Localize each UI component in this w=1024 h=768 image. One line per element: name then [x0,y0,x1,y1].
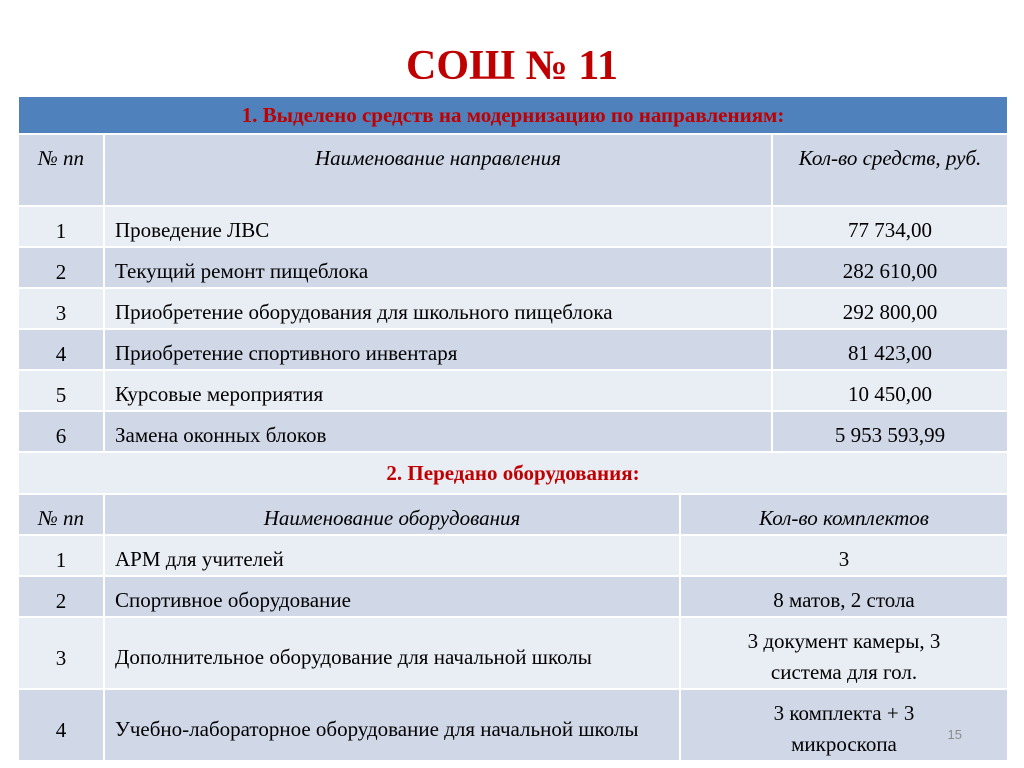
row-number: 4 [18,329,104,370]
equipment-name: Спортивное оборудование [104,576,680,617]
section2-heading-row [18,452,1008,494]
table-row [18,247,1008,288]
section2-col-name-header: Наименование оборудования [104,494,680,535]
row-number: 3 [18,617,104,689]
section1-col-no-header: № пп [18,134,104,206]
slide-title: СОШ № 11 [405,43,618,89]
page-number: 15 [947,727,962,742]
equipment-count: 3 комплекта + 3 микроскопа [680,689,1008,761]
row-number: 1 [18,535,104,576]
data-table [17,95,1009,762]
direction-name: Приобретение спортивного инвентаря [104,329,772,370]
table-row [18,288,1008,329]
equipment-name: Учебно-лабораторное оборудование для начальной школы [104,689,680,761]
equipment-name: Дополнительное оборудование для начальной школы [104,617,680,689]
direction-name: Проведение ЛВС [104,206,772,247]
amount-value: 292 800,00 [772,288,1008,329]
section2-col-no-header: № пп [18,494,104,535]
table-row [18,411,1008,452]
amount-value: 282 610,00 [772,247,1008,288]
amount-value: 10 450,00 [772,370,1008,411]
table-row [18,689,1008,761]
row-number: 2 [18,247,104,288]
equipment-name: АРМ для учителей [104,535,680,576]
direction-name: Курсовые мероприятия [104,370,772,411]
amount-value: 77 734,00 [772,206,1008,247]
table-row [18,617,1008,689]
table-row [18,370,1008,411]
row-number: 4 [18,689,104,761]
table-row [18,206,1008,247]
equipment-count: 3 документ камеры, 3 система для гол. [680,617,1008,689]
section1-column-header-row [18,134,1008,206]
table-row [18,329,1008,370]
row-number: 2 [18,576,104,617]
row-number: 5 [18,370,104,411]
equipment-count: 3 [680,535,1008,576]
section2-column-header-row [18,494,1008,535]
row-number: 1 [18,206,104,247]
amount-value: 81 423,00 [772,329,1008,370]
row-number: 6 [18,411,104,452]
direction-name: Текущий ремонт пищеблока [104,247,772,288]
row-number: 3 [18,288,104,329]
section2-col-count-header: Кол-во комплектов [680,494,1008,535]
direction-name: Приобретение оборудования для школьного пищеблока [104,288,772,329]
table-row [18,576,1008,617]
amount-value: 5 953 593,99 [772,411,1008,452]
section1-heading-row [18,96,1008,134]
direction-name: Замена оконных блоков [104,411,772,452]
section1-col-amount-header: Кол-во средств, руб. [772,134,1008,206]
table-row [18,535,1008,576]
equipment-count: 8 матов, 2 стола [680,576,1008,617]
section1-heading: 1. Выделено средств на модернизацию по направлениям: [18,96,1008,134]
section1-col-name-header: Наименование направления [104,134,772,206]
section2-heading: 2. Передано оборудования: [18,452,1008,494]
